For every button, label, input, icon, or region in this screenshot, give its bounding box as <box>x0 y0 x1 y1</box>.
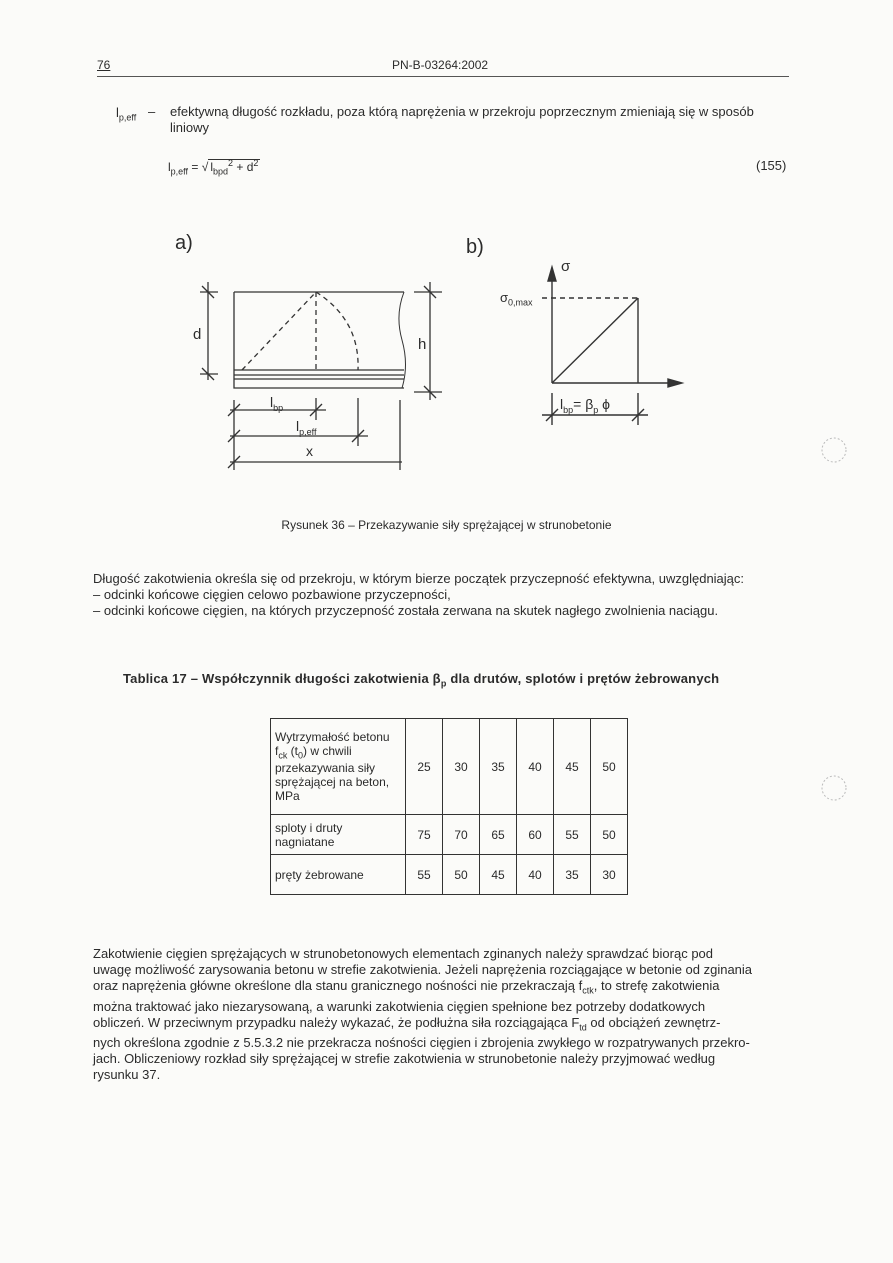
paragraph-anchorage-check: Zakotwienie cięgien sprężających w strunobetonowych elementach zginanych należy sprawdzać biorąc pod uwagę możliwość zarysowania betonu w strefie zakotwienia. Jeżeli naprężenia rozciągające w betonie od zginania oraz naprężenia główne określone dla stanu granicznego nośności nie przekraczają $f_{ctk}$, to strefę zakotwienia można traktować jako niezarysowaną, a warunki zakotwienia cięgien spełnione bez potrzeby dodatkowych obliczeń. W przeciwnym przypadku należy wykazać, że podłużna siła rozciągająca $F_{td}$ od obciążeń zewnętrz- nych określona zgodnie z 5.5.3.2 nie przekracza nośności cięgien i zbrojenia zwykłego w rozpatrywanych przekro- jach. Obliczeniowy rozkład siły sprężającej w strefie zakotwienia w strunobetonie należy przyjmować według rysunku 37. <box>93 946 753 1083</box>
header-rule <box>97 76 789 77</box>
row-label: sploty i druty nagniatane <box>271 815 406 855</box>
paragraph-anchorage: Długość zakotwienia określa się od przekroju, w którym bierze początek przyczepność efektywna, uwzględniając: – odcinki końcowe cięgien celowo pozbawione przyczepności, – odcinki końcowe cięgien, na których przyczepność została zerwana na skutek nagłego zwolnienia naciągu. <box>93 571 745 618</box>
table-cell: 40 <box>517 855 554 895</box>
definition-dash: – <box>148 104 156 119</box>
figure-label-b: b) <box>466 236 484 258</box>
beta-p-table <box>270 718 628 895</box>
table-title: Tablica 17 – Współczynnik długości zakotwienia $\beta_p$ dla drutów, splotów i prętów żebrowanych <box>123 671 720 689</box>
dim-lbp-label: $l_{bp}$ <box>270 394 284 413</box>
header-value: 40 <box>517 719 554 815</box>
table-cell: 30 <box>591 855 628 895</box>
sigma-axis-label: σ <box>561 258 571 275</box>
dim-x-label: x <box>306 443 313 459</box>
row-label: pręty żebrowane <box>271 855 406 895</box>
header-value: 30 <box>443 719 480 815</box>
table-cell: 55 <box>554 815 591 855</box>
table-cell: 50 <box>443 855 480 895</box>
table-header-row <box>271 719 628 815</box>
table-cell: 35 <box>554 855 591 895</box>
standard-id: PN-B-03264:2002 <box>392 58 489 72</box>
table-cell: 75 <box>406 815 443 855</box>
figure-label-a: a) <box>175 232 193 254</box>
table-row <box>271 815 628 855</box>
table-cell: 60 <box>517 815 554 855</box>
dim-h-label: h <box>418 336 427 353</box>
b-dim-label: $l_{bp}= \beta_p$ ϕ <box>560 396 611 415</box>
table-cell: 65 <box>480 815 517 855</box>
header-label-cell: Wytrzymałość betonu $f_{ck}$ $(t_0)$ w chwili przekazywania siły sprężającej na beton, MPa <box>271 719 406 815</box>
header-value: 25 <box>406 719 443 815</box>
dim-lpeff-label: $l_{p,eff}$ <box>296 418 317 437</box>
table-cell: 70 <box>443 815 480 855</box>
definition-text: efektywną długość rozkładu, poza którą naprężenia w przekroju poprzecznym zmieniają się w sposób liniowy <box>170 104 754 135</box>
table-row <box>271 855 628 895</box>
table-cell: 55 <box>406 855 443 895</box>
table-cell: 45 <box>480 855 517 895</box>
figure-caption: Rysunek 36 – Przekazywanie siły sprężającej w strunobetonie <box>281 518 612 532</box>
table-cell: 50 <box>591 815 628 855</box>
formula-155: $l_{p,eff}$ = √ $l_{bpd}^2 + d^2$ <box>168 158 259 177</box>
header-value: 50 <box>591 719 628 815</box>
page-number: 76 <box>97 58 111 72</box>
figure-a-diagram <box>190 270 450 490</box>
definition-symbol: $l_{p,eff}$ <box>116 105 137 123</box>
scan-mark <box>812 768 852 808</box>
header-value: 45 <box>554 719 591 815</box>
scan-mark <box>812 430 852 470</box>
sigma-0-max-label: $\sigma_{0,max}$ <box>500 290 533 308</box>
equation-number: (155) <box>756 158 787 173</box>
header-value: 35 <box>480 719 517 815</box>
dim-d-label: d <box>193 326 202 343</box>
